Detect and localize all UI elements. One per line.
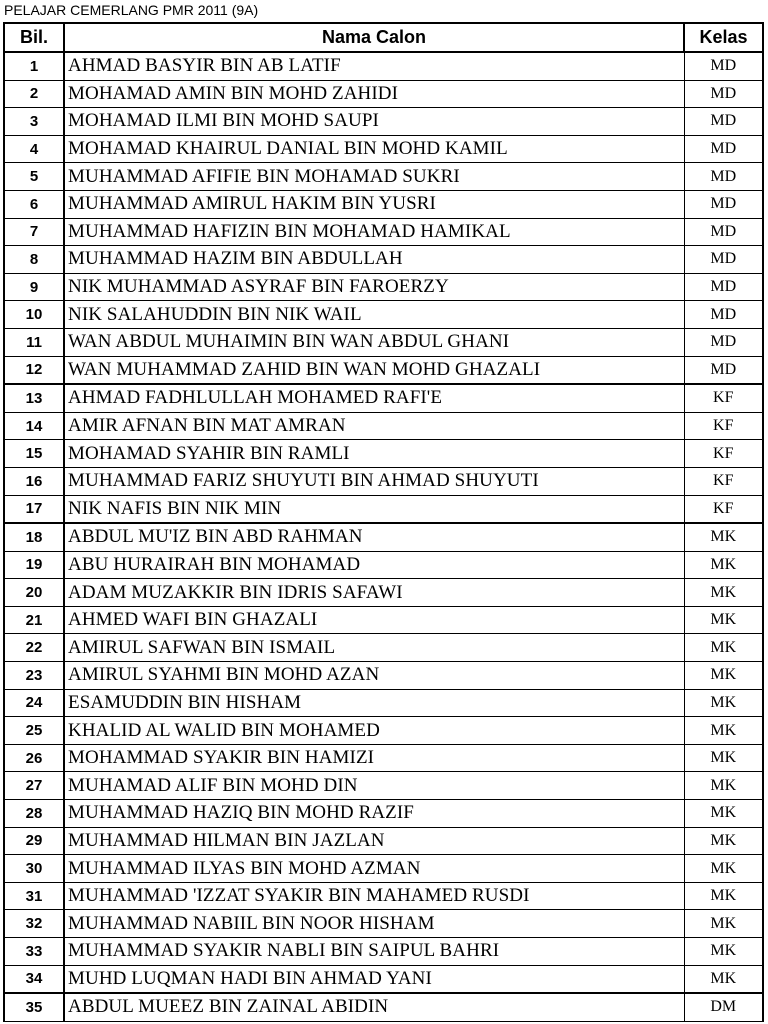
candidate-name: AMIR AFNAN BIN MAT AMRAN [64, 412, 684, 440]
header-nama-calon: Nama Calon [64, 23, 684, 52]
candidate-name: NIK NAFIS BIN NIK MIN [64, 495, 684, 523]
candidate-name: MOHAMAD ILMI BIN MOHD SAUPI [64, 108, 684, 136]
row-number: 16 [4, 467, 64, 495]
class-code: MK [684, 744, 763, 772]
candidate-name: NIK MUHAMMAD ASYRAF BIN FAROERZY [64, 273, 684, 301]
candidate-name: KHALID AL WALID BIN MOHAMED [64, 717, 684, 745]
table-row [4, 910, 763, 938]
class-code: MK [684, 910, 763, 938]
table-row [4, 662, 763, 690]
class-code: KF [684, 384, 763, 412]
row-number: 35 [4, 993, 64, 1021]
table-row [4, 689, 763, 717]
row-number: 12 [4, 356, 64, 384]
candidate-name: AMIRUL SAFWAN BIN ISMAIL [64, 634, 684, 662]
table-row [4, 634, 763, 662]
row-number: 4 [4, 135, 64, 163]
row-number: 13 [4, 384, 64, 412]
table-body [4, 52, 763, 1021]
table-row [4, 218, 763, 246]
class-code: MD [684, 301, 763, 329]
row-number: 29 [4, 827, 64, 855]
class-code: MK [684, 800, 763, 828]
class-code: MK [684, 855, 763, 883]
table-row [4, 163, 763, 191]
table-row [4, 606, 763, 634]
table-row [4, 882, 763, 910]
class-code: MD [684, 273, 763, 301]
class-code: MK [684, 938, 763, 966]
table-row [4, 135, 763, 163]
table-row [4, 356, 763, 384]
row-number: 24 [4, 689, 64, 717]
row-number: 30 [4, 855, 64, 883]
table-row [4, 190, 763, 218]
row-number: 10 [4, 301, 64, 329]
row-number: 21 [4, 606, 64, 634]
table-row [4, 384, 763, 412]
class-code: KF [684, 495, 763, 523]
class-code: MK [684, 523, 763, 551]
row-number: 8 [4, 246, 64, 274]
candidate-name: MUHAMMAD HILMAN BIN JAZLAN [64, 827, 684, 855]
class-code: MD [684, 218, 763, 246]
table-row [4, 717, 763, 745]
row-number: 18 [4, 523, 64, 551]
table-row [4, 579, 763, 607]
candidate-name: MUHAMMAD FARIZ SHUYUTI BIN AHMAD SHUYUTI [64, 467, 684, 495]
candidate-name: AHMED WAFI BIN GHAZALI [64, 606, 684, 634]
class-code: MD [684, 328, 763, 356]
candidate-name: MOHAMAD SYAHIR BIN RAMLI [64, 440, 684, 468]
row-number: 15 [4, 440, 64, 468]
class-code: MK [684, 965, 763, 993]
candidate-name: AMIRUL SYAHMI BIN MOHD AZAN [64, 662, 684, 690]
row-number: 26 [4, 744, 64, 772]
row-number: 32 [4, 910, 64, 938]
candidate-name: WAN MUHAMMAD ZAHID BIN WAN MOHD GHAZALI [64, 356, 684, 384]
table-header [4, 23, 763, 52]
candidate-name: MUHAMMAD NABIIL BIN NOOR HISHAM [64, 910, 684, 938]
row-number: 27 [4, 772, 64, 800]
candidate-name: MOHAMAD AMIN BIN MOHD ZAHIDI [64, 80, 684, 108]
candidate-name: AHMAD BASYIR BIN AB LATIF [64, 52, 684, 80]
table-row [4, 744, 763, 772]
table-row [4, 495, 763, 523]
class-code: MK [684, 606, 763, 634]
candidate-name: MUHD LUQMAN HADI BIN AHMAD YANI [64, 965, 684, 993]
row-number: 3 [4, 108, 64, 136]
row-number: 9 [4, 273, 64, 301]
class-code: MK [684, 662, 763, 690]
candidate-name: AHMAD FADHLULLAH MOHAMED RAFI'E [64, 384, 684, 412]
class-code: MK [684, 772, 763, 800]
class-code: MD [684, 135, 763, 163]
table-row [4, 855, 763, 883]
class-code: MD [684, 246, 763, 274]
table-row [4, 467, 763, 495]
class-code: MK [684, 827, 763, 855]
candidate-name: MUHAMMAD AMIRUL HAKIM BIN YUSRI [64, 190, 684, 218]
row-number: 22 [4, 634, 64, 662]
candidate-name: ABDUL MUEEZ BIN ZAINAL ABIDIN [64, 993, 684, 1021]
row-number: 23 [4, 662, 64, 690]
table-row [4, 246, 763, 274]
row-number: 6 [4, 190, 64, 218]
table-row [4, 965, 763, 993]
class-code: MK [684, 551, 763, 579]
row-number: 33 [4, 938, 64, 966]
header-kelas: Kelas [684, 23, 763, 52]
table-row [4, 273, 763, 301]
table-row [4, 993, 763, 1021]
class-code: MK [684, 882, 763, 910]
student-table [3, 22, 764, 1022]
candidate-name: ADAM MUZAKKIR BIN IDRIS SAFAWI [64, 579, 684, 607]
row-number: 7 [4, 218, 64, 246]
header-row [4, 23, 763, 52]
document-title: PELAJAR CEMERLANG PMR 2011 (9A) [4, 2, 259, 18]
row-number: 1 [4, 52, 64, 80]
candidate-name: MOHAMMAD SYAKIR BIN HAMIZI [64, 744, 684, 772]
table-row [4, 551, 763, 579]
table-row [4, 772, 763, 800]
table-row [4, 440, 763, 468]
class-code: KF [684, 412, 763, 440]
candidate-name: MUHAMMAD HAFIZIN BIN MOHAMAD HAMIKAL [64, 218, 684, 246]
table-row [4, 412, 763, 440]
candidate-name: ESAMUDDIN BIN HISHAM [64, 689, 684, 717]
class-code: MD [684, 190, 763, 218]
row-number: 5 [4, 163, 64, 191]
class-code: MD [684, 108, 763, 136]
candidate-name: NIK SALAHUDDIN BIN NIK WAIL [64, 301, 684, 329]
candidate-name: MUHAMMAD SYAKIR NABLI BIN SAIPUL BAHRI [64, 938, 684, 966]
row-number: 19 [4, 551, 64, 579]
candidate-name: MOHAMAD KHAIRUL DANIAL BIN MOHD KAMIL [64, 135, 684, 163]
class-code: KF [684, 467, 763, 495]
class-code: MD [684, 52, 763, 80]
candidate-name: MUHAMAD ALIF BIN MOHD DIN [64, 772, 684, 800]
table-row [4, 800, 763, 828]
table-row [4, 80, 763, 108]
table-row [4, 523, 763, 551]
class-code: MK [684, 579, 763, 607]
row-number: 11 [4, 328, 64, 356]
class-code: MD [684, 356, 763, 384]
candidate-name: MUHAMMAD AFIFIE BIN MOHAMAD SUKRI [64, 163, 684, 191]
class-code: MD [684, 80, 763, 108]
table-row [4, 301, 763, 329]
row-number: 34 [4, 965, 64, 993]
candidate-name: MUHAMMAD HAZIQ BIN MOHD RAZIF [64, 800, 684, 828]
class-code: MK [684, 634, 763, 662]
candidate-name: ABU HURAIRAH BIN MOHAMAD [64, 551, 684, 579]
table-row [4, 108, 763, 136]
row-number: 25 [4, 717, 64, 745]
candidate-name: MUHAMMAD ILYAS BIN MOHD AZMAN [64, 855, 684, 883]
row-number: 28 [4, 800, 64, 828]
row-number: 20 [4, 579, 64, 607]
row-number: 2 [4, 80, 64, 108]
header-bil: Bil. [4, 23, 64, 52]
class-code: DM [684, 993, 763, 1021]
table-row [4, 328, 763, 356]
table-row [4, 52, 763, 80]
row-number: 31 [4, 882, 64, 910]
class-code: KF [684, 440, 763, 468]
class-code: MK [684, 717, 763, 745]
candidate-name: MUHAMMAD 'IZZAT SYAKIR BIN MAHAMED RUSDI [64, 882, 684, 910]
row-number: 14 [4, 412, 64, 440]
candidate-name: WAN ABDUL MUHAIMIN BIN WAN ABDUL GHANI [64, 328, 684, 356]
class-code: MK [684, 689, 763, 717]
table-row [4, 827, 763, 855]
table-row [4, 938, 763, 966]
candidate-name: MUHAMMAD HAZIM BIN ABDULLAH [64, 246, 684, 274]
candidate-name: ABDUL MU'IZ BIN ABD RAHMAN [64, 523, 684, 551]
class-code: MD [684, 163, 763, 191]
row-number: 17 [4, 495, 64, 523]
